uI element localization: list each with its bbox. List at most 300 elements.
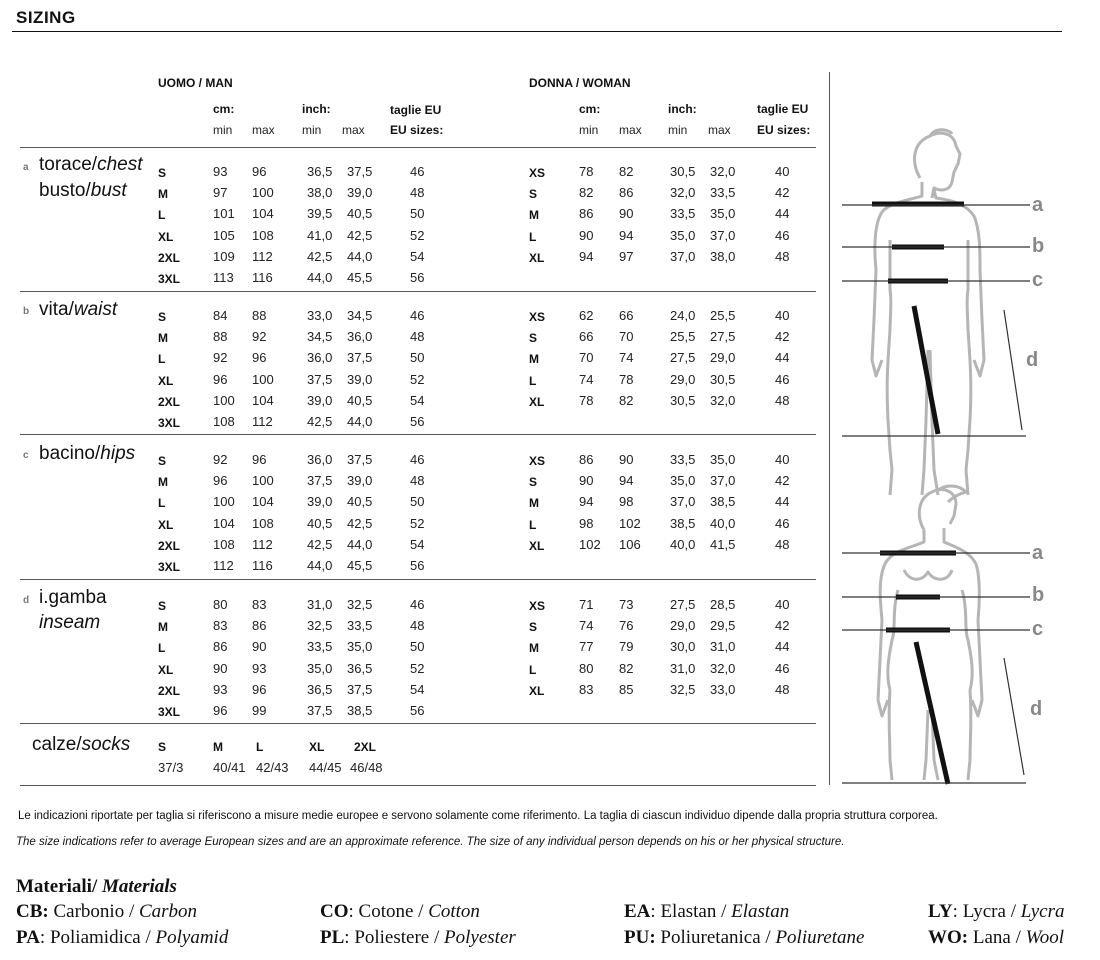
figure-label-male-d: d [1026,349,1039,371]
table-divider [20,723,816,724]
man-cell: 36,5 [307,164,333,179]
man-cell: 112 [213,558,234,573]
header-man-inch-min: min [302,123,322,137]
woman-cell: 86 [579,206,594,222]
man-cell: 100 [252,185,274,201]
materials-title: Materiali/ Materials [16,876,177,897]
man-cell: 104 [252,206,274,222]
section-name-chest: torace/chest [39,154,143,175]
woman-cell: 66 [619,308,634,323]
woman-cell: 35,0 [710,206,736,222]
man-cell: 112 [252,414,273,429]
woman-cell: 46 [775,515,790,531]
woman-cell: 41,5 [710,536,736,552]
man-cell: 116 [252,270,273,285]
man-cell: 3XL [158,560,181,574]
woman-cell: S [529,331,538,346]
woman-cell: 29,0 [670,618,696,634]
man-cell: 44,0 [347,414,373,429]
section-name-inseam: inseam [39,612,101,633]
man-cell: 104 [252,392,274,408]
header-man: UOMO / MAN [158,76,233,90]
woman-cell: 30,5 [670,164,696,179]
woman-cell: 27,5 [670,350,696,366]
man-cell: 96 [213,371,228,387]
man-cell: S [158,310,167,324]
woman-cell: 90 [579,473,594,489]
man-cell: 96 [213,473,228,489]
man-cell: 31,0 [307,597,333,612]
woman-cell: 40 [775,164,790,179]
man-cell: 50 [410,206,425,222]
woman-cell: 48 [775,248,790,264]
woman-cell: 40 [775,597,790,612]
woman-cell: 31,0 [670,660,696,676]
woman-cell: 90 [579,227,594,243]
man-cell: 44,0 [347,248,373,264]
man-cell: 44,0 [307,558,333,573]
table-divider [20,434,816,435]
male-figure [872,130,984,495]
man-cell: 52 [410,515,425,531]
man-cell: 97 [213,185,228,201]
header-woman-cm-max: max [619,123,642,137]
woman-cell: 30,5 [670,392,696,408]
woman-cell: 32,0 [670,185,696,201]
woman-cell: 24,0 [670,308,696,323]
header-woman-inch: inch: [668,102,697,116]
man-cell: 96 [252,350,267,366]
man-cell: 52 [410,227,425,243]
woman-cell: 31,0 [710,639,736,655]
woman-cell: 82 [619,164,634,179]
man-cell: 39,0 [347,371,373,387]
table-divider [20,147,816,148]
woman-cell: M [529,641,539,656]
woman-cell: 42 [775,185,790,201]
socks-size: S [158,740,167,754]
socks-range: 44/45 [309,760,342,775]
socks-range: 37/3 [158,760,184,775]
woman-cell: 44 [775,494,790,510]
note-english: The size indications refer to average European sizes and are an approximate reference. The size of any individual person depends on his or her physical structure. [16,836,845,848]
man-cell: 100 [252,473,274,489]
man-cell: 33,0 [307,308,333,323]
woman-cell: 80 [579,660,594,676]
man-cell: 116 [252,558,273,573]
woman-cell: 25,5 [710,308,736,323]
section-name-waist: vita/waist [39,299,118,320]
man-cell: 42,5 [307,248,333,264]
man-cell: 46 [410,452,425,467]
woman-cell: 48 [775,392,790,408]
woman-cell: M [529,208,539,223]
man-cell: 86 [252,618,267,634]
man-cell: 42,5 [347,515,373,531]
socks-size: XL [309,740,325,754]
man-cell: M [158,475,168,490]
woman-cell: M [529,352,539,367]
section-name-igamba: i.gamba [39,587,107,608]
woman-cell: L [529,229,537,244]
man-cell: 2XL [158,394,181,409]
man-cell: 44,0 [307,270,333,285]
woman-cell: M [529,496,539,511]
man-cell: 2XL [158,683,181,698]
woman-cell: 71 [579,597,594,612]
man-cell: 109 [213,248,235,264]
section-letter-c: c [23,450,29,461]
man-cell: 44,0 [347,536,373,552]
woman-cell: 32,0 [710,392,736,408]
man-cell: 99 [252,703,267,718]
section-letter-a: a [23,162,29,173]
woman-cell: 40,0 [670,536,696,552]
header-man-cm-min: min [213,123,233,137]
woman-cell: 38,5 [670,515,696,531]
figure-label-female-d: d [1030,698,1043,720]
figure-label-female-c: c [1032,618,1044,640]
man-cell: S [158,166,167,180]
man-cell: 112 [252,536,273,552]
male-line-d [1004,310,1022,430]
man-cell: 54 [410,681,425,697]
woman-cell: 48 [775,536,790,552]
man-cell: 37,5 [347,452,373,467]
woman-cell: 32,5 [670,681,696,697]
socks-size: L [256,740,264,754]
woman-cell: 78 [579,392,594,408]
figure-label-male-b: b [1032,235,1045,257]
woman-cell: 94 [619,227,634,243]
woman-cell: 102 [619,515,641,531]
man-cell: 39,5 [307,206,333,222]
man-cell: 90 [252,639,267,655]
man-cell: 104 [213,515,235,531]
woman-cell: 76 [619,618,634,634]
man-cell: 37,5 [307,703,333,718]
socks-range: 42/43 [256,760,289,775]
material-item: EA: Elastan / Elastan [624,901,790,922]
header-man-cm: cm: [213,102,235,116]
man-cell: 92 [213,452,228,467]
woman-cell: 77 [579,639,594,655]
woman-cell: 90 [619,452,634,467]
woman-cell: 48 [775,681,790,697]
man-cell: 84 [213,308,228,323]
header-man-inch: inch: [302,102,331,116]
woman-cell: 66 [579,329,594,345]
measure-lines [842,205,1030,783]
man-cell: 96 [252,452,267,467]
woman-cell: XL [529,538,545,553]
man-cell: 37,5 [347,350,373,366]
man-cell: M [158,187,168,202]
section-letter-d: d [23,595,30,606]
woman-cell: 98 [579,515,594,531]
woman-cell: 27,5 [670,597,696,612]
man-cell: 37,5 [347,681,373,697]
woman-cell: 94 [619,473,634,489]
man-cell: XL [158,373,174,388]
woman-cell: 46 [775,660,790,676]
woman-cell: XL [529,394,545,409]
man-cell: 86 [213,639,228,655]
woman-cell: 30,0 [670,639,696,655]
man-cell: 33,5 [307,639,333,655]
woman-cell: 86 [619,185,634,201]
man-cell: 101 [213,206,235,222]
man-cell: 36,0 [307,452,333,467]
woman-cell: 33,5 [710,185,736,201]
man-cell: 113 [213,270,234,285]
man-cell: 46 [410,597,425,612]
man-cell: 92 [213,350,228,366]
man-cell: 100 [252,371,274,387]
table-divider [20,579,816,580]
man-cell: M [158,331,168,346]
man-cell: 37,5 [347,164,373,179]
man-cell: 42,5 [307,414,333,429]
woman-cell: S [529,475,538,490]
woman-cell: 90 [619,206,634,222]
woman-cell: 94 [579,248,594,264]
table-divider [20,291,816,292]
man-cell: 35,0 [347,639,373,655]
man-cell: 56 [410,270,425,285]
man-cell: 2XL [158,250,181,265]
woman-cell: 29,5 [710,618,736,634]
header-woman: DONNA / WOMAN [529,76,631,90]
woman-cell: 106 [619,536,641,552]
page-title: SIZING [16,8,76,27]
man-cell: 105 [213,227,235,243]
woman-cell: XL [529,683,545,698]
woman-cell: 35,0 [670,473,696,489]
man-cell: 108 [252,515,274,531]
header-woman-cm: cm: [579,102,601,116]
man-cell: 39,0 [347,473,373,489]
woman-cell: 40,0 [710,515,736,531]
man-cell: 93 [213,164,228,179]
header-woman-eu: EU sizes: [757,123,811,137]
woman-cell: XS [529,454,546,468]
woman-cell: 35,0 [710,452,736,467]
woman-cell: L [529,517,537,532]
man-cell: 42,5 [307,536,333,552]
socks-size: 2XL [354,740,377,754]
man-cell: XL [158,662,174,677]
woman-cell: 46 [775,371,790,387]
man-cell: 88 [252,308,267,323]
man-cell: 54 [410,248,425,264]
man-cell: 36,5 [347,660,373,676]
figure-label-male-c: c [1032,269,1044,291]
woman-cell: 38,5 [710,494,736,510]
woman-cell: 85 [619,681,634,697]
material-item: PA: Poliamidica / Polyamid [16,927,229,948]
man-cell: 45,5 [347,270,373,285]
man-cell: 50 [410,350,425,366]
woman-cell: S [529,620,538,635]
man-cell: 108 [213,414,235,429]
woman-cell: 35,0 [670,227,696,243]
socks-range: 46/48 [350,760,383,775]
man-cell: 40,5 [307,515,333,531]
header-woman-inch-min: min [668,123,688,137]
man-cell: 48 [410,473,425,489]
man-cell: 33,5 [347,618,373,634]
woman-cell: 82 [579,185,594,201]
woman-cell: 73 [619,597,634,612]
woman-cell: 102 [579,536,601,552]
header-man-eu: EU sizes: [390,123,444,137]
material-item: CB: Carbonio / Carbon [16,901,198,922]
man-cell: XL [158,229,174,244]
woman-cell: L [529,662,537,677]
man-cell: 100 [213,494,235,510]
material-item: PU: Poliuretanica / Poliuretane [624,927,865,948]
woman-cell: 74 [619,350,634,366]
man-cell: 37,5 [307,473,333,489]
man-cell: 3XL [158,705,181,719]
woman-cell: 44 [775,206,790,222]
header-man-taglie: taglie EU [390,103,442,117]
man-cell: 48 [410,329,425,345]
man-cell: 38,0 [307,185,333,201]
man-cell: 96 [252,164,267,179]
woman-cell: 74 [579,618,594,634]
header-woman-cm-min: min [579,123,599,137]
woman-cell: 62 [579,308,594,323]
woman-cell: 70 [579,350,594,366]
woman-cell: 79 [619,639,634,655]
man-cell: 41,0 [307,227,333,243]
man-cell: 3XL [158,272,181,286]
woman-cell: 40 [775,452,790,467]
woman-cell: 29,0 [710,350,736,366]
man-cell: 104 [252,494,274,510]
woman-cell: XL [529,250,545,265]
woman-cell: 37,0 [710,473,736,489]
man-cell: 32,5 [347,597,373,612]
figure-label-female-b: b [1032,584,1045,606]
woman-cell: 25,5 [670,329,696,345]
woman-cell: 38,0 [710,248,736,264]
man-cell: 48 [410,185,425,201]
man-cell: 36,0 [307,350,333,366]
woman-cell: 83 [579,681,594,697]
man-cell: 56 [410,703,425,718]
figure-label-female-a: a [1032,542,1044,564]
woman-cell: 37,0 [670,494,696,510]
socks-size: M [213,740,223,754]
woman-cell: 32,0 [710,164,736,179]
body-figures [830,120,1100,800]
man-cell: 96 [252,681,267,697]
section-name-hips: bacino/hips [39,443,136,464]
man-cell: 108 [213,536,235,552]
man-cell: 32,5 [307,618,333,634]
man-cell: M [158,620,168,635]
man-cell: 52 [410,660,425,676]
man-cell: 54 [410,536,425,552]
woman-cell: 98 [619,494,634,510]
woman-cell: 30,5 [710,371,736,387]
header-woman-inch-max: max [708,123,731,137]
woman-cell: 42 [775,329,790,345]
female-figure [878,486,982,780]
socks-range: 40/41 [213,760,246,775]
woman-cell: 29,0 [670,371,696,387]
man-cell: 37,5 [307,371,333,387]
man-cell: 40,5 [347,494,373,510]
woman-cell: XS [529,310,546,324]
woman-cell: 33,0 [710,681,736,697]
man-cell: 96 [213,703,228,718]
figure-label-male-a: a [1032,194,1044,216]
man-cell: 93 [213,681,228,697]
woman-cell: 78 [579,164,594,179]
header-man-cm-max: max [252,123,275,137]
man-cell: 39,0 [307,494,333,510]
man-cell: 108 [252,227,274,243]
man-cell: 112 [252,248,273,264]
man-cell: 3XL [158,416,181,430]
title-divider [12,31,1062,32]
man-cell: 34,5 [307,329,333,345]
man-cell: 50 [410,494,425,510]
woman-cell: 37,0 [670,248,696,264]
man-cell: 2XL [158,538,181,553]
man-cell: 40,5 [347,206,373,222]
woman-cell: XS [529,599,546,613]
woman-cell: XS [529,166,546,180]
woman-cell: 70 [619,329,634,345]
female-line-d [1004,658,1024,775]
header-woman-taglie: taglie EU [757,102,809,116]
section-name-socks: calze/socks [32,734,131,755]
woman-cell: 82 [619,392,634,408]
man-cell: 36,0 [347,329,373,345]
man-cell: 40,5 [347,392,373,408]
man-cell: 50 [410,639,425,655]
man-cell: L [158,496,166,511]
material-item: CO: Cotone / Cotton [320,901,480,922]
man-cell: 48 [410,618,425,634]
man-cell: 88 [213,329,228,345]
man-cell: 38,5 [347,703,373,718]
man-cell: 100 [213,392,235,408]
woman-cell: 97 [619,248,634,264]
woman-cell: 42 [775,618,790,634]
woman-cell: S [529,187,538,202]
woman-cell: 32,0 [710,660,736,676]
man-cell: S [158,454,167,468]
material-item: WO: Lana / Wool [928,927,1064,948]
woman-cell: 33,5 [670,452,696,467]
section-name-bust: busto/bust [39,180,127,201]
woman-cell: 33,5 [670,206,696,222]
woman-cell: 74 [579,371,594,387]
header-man-inch-max: max [342,123,365,137]
man-cell: L [158,641,166,656]
woman-cell: 86 [579,452,594,467]
woman-cell: L [529,373,537,388]
note-italian: Le indicazioni riportate per taglia si riferiscono a misure medie europee e servono solamente come riferimento. La taglia di ciascun individuo dipende dalla propria struttura corporea. [18,810,938,822]
man-cell: 93 [252,660,267,676]
woman-cell: 44 [775,350,790,366]
